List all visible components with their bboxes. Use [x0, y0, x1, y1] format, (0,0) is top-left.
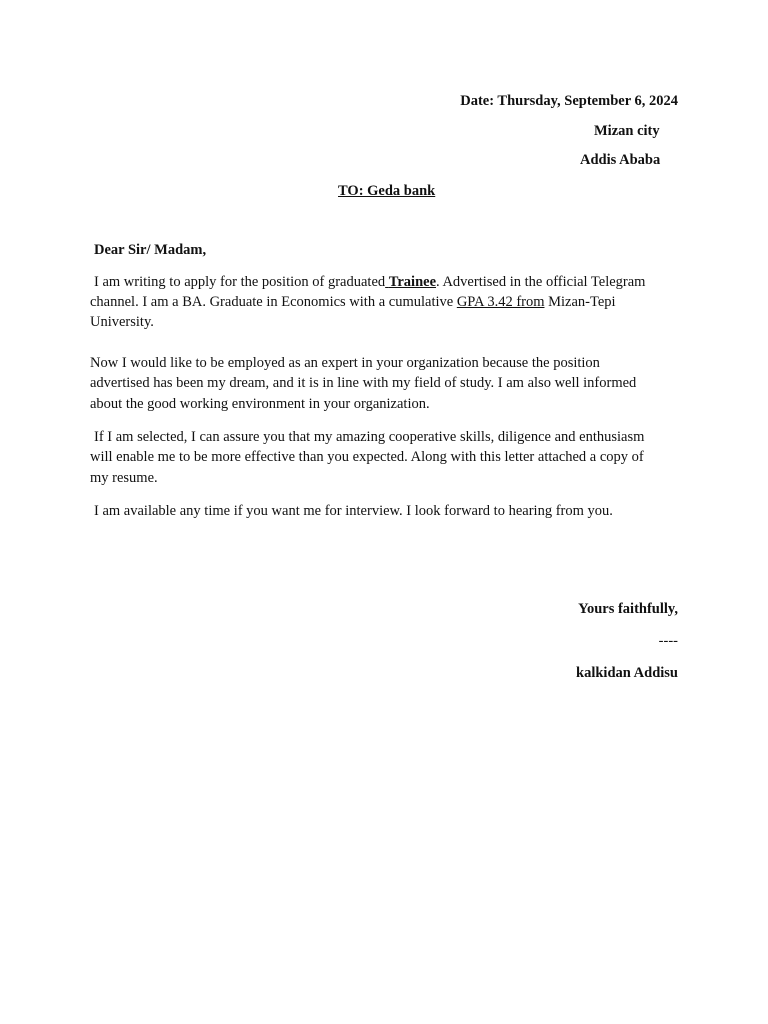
- recipient-line: TO: Geda bank: [338, 183, 436, 199]
- p1-text-c: . Advertised in the official Telegram: [436, 274, 646, 290]
- letter-date: Date: Thursday, September 6, 2024: [460, 93, 678, 109]
- paragraph-2-line-3: about the good working environment in your organization.: [90, 396, 430, 412]
- position-title-text: Trainee: [388, 274, 437, 290]
- paragraph-3-line-1: If I am selected, I can assure you that my amazing cooperative skills, diligence and enthusiasm: [94, 429, 645, 445]
- sender-name: kalkidan Addisu: [576, 665, 678, 681]
- sender-city: Mizan city: [594, 123, 660, 139]
- p1-text-d: channel. I am a BA. Graduate in Economics with a cumulative: [90, 294, 457, 310]
- position-title: [385, 274, 436, 290]
- p1-text-e: Mizan-Tepi: [544, 294, 616, 310]
- paragraph-2-line-2: advertised has been my dream, and it is in line with my field of study. I am also well informed: [90, 375, 637, 391]
- paragraph-1-line-3: University.: [90, 314, 154, 330]
- paragraph-4: I am available any time if you want me for interview. I look forward to hearing from you.: [94, 503, 613, 519]
- gpa-text: GPA 3.42 from: [456, 294, 545, 310]
- valediction: Yours faithfully,: [578, 601, 678, 617]
- p1-text-a: I am writing to apply for the position of graduated: [94, 274, 386, 290]
- paragraph-1-line-1: [94, 272, 684, 293]
- signature-placeholder: ----: [658, 633, 678, 649]
- paragraph-3-line-2: will enable me to be more effective than you expected. Along with this letter attached a copy of: [90, 449, 644, 465]
- greeting: Dear Sir/ Madam,: [94, 242, 207, 258]
- paragraph-2-line-1: Now I would like to be employed as an expert in your organization because the position: [90, 355, 600, 371]
- sender-region: Addis Ababa: [580, 152, 661, 168]
- paragraph-1-line-2: [90, 292, 680, 313]
- paragraph-3-line-3: my resume.: [90, 470, 158, 486]
